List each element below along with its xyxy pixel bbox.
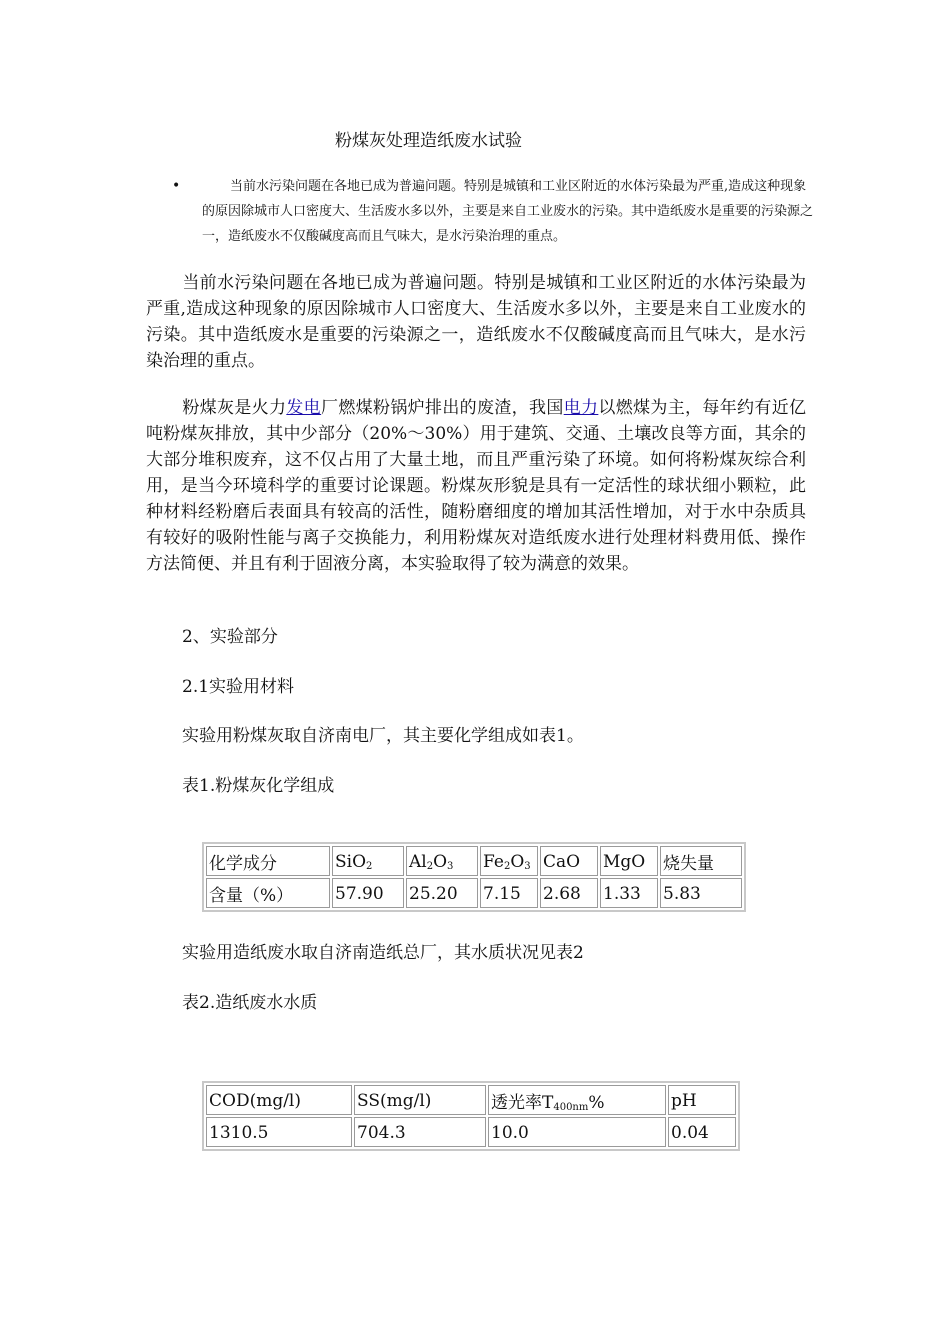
- table-cell: MgO: [600, 846, 658, 876]
- paragraph-fly-ash-text-a: 粉煤灰是火力: [182, 398, 287, 418]
- table-cell: 704.3: [354, 1117, 486, 1147]
- table-cell: SS(mg/l): [354, 1085, 486, 1115]
- table-cell: 7.15: [480, 878, 538, 908]
- summary-bullet: [202, 174, 814, 249]
- table-row: [206, 1085, 736, 1115]
- paragraph-intro: [146, 270, 806, 374]
- table-cell: COD(mg/l): [206, 1085, 352, 1115]
- table-cell: pH: [668, 1085, 736, 1115]
- fly-ash-source-text: 实验用粉煤灰取自济南电厂，其主要化学组成如表1。: [182, 726, 584, 746]
- bullet-icon: •: [172, 178, 181, 194]
- table-cell: 5.83: [660, 878, 742, 908]
- table1-caption: 表1.粉煤灰化学组成: [182, 776, 335, 796]
- table2-caption: 表2.造纸废水水质: [182, 993, 318, 1013]
- table-cell: $Al_2O_3$: [406, 846, 478, 876]
- section-heading-2-1: 2.1实验用材料: [182, 677, 295, 697]
- table-row: [206, 1117, 736, 1147]
- table-cell: 含量（%）: [206, 878, 330, 908]
- wastewater-source-text: 实验用造纸废水取自济南造纸总厂，其水质状况见表2: [182, 943, 584, 963]
- table-cell: 透光率$T_{400nm}\%$: [488, 1085, 666, 1115]
- table-cell: 1.33: [600, 878, 658, 908]
- table-cell: 25.20: [406, 878, 478, 908]
- table-row: [206, 846, 742, 876]
- table-cell: 烧失量: [660, 846, 742, 876]
- summary-text: 当前水污染问题在各地已成为普遍问题。特别是城镇和工业区附近的水体污染最为严重,造成这种现象的原因除城市人口密度大、生活废水多以外，主要是来自工业废水的污染。其中造纸废水是重要的污染源之一，造纸废水不仅酸碱度高而且气味大，是水污染治理的重点。: [202, 179, 814, 244]
- table-cell: 10.0: [488, 1117, 666, 1147]
- section-heading-2: 2、实验部分: [182, 627, 278, 647]
- link-electric-power[interactable]: 电力: [563, 398, 599, 418]
- table-cell: SiO$_2$: [332, 846, 404, 876]
- table-cell: $Fe_2O_3$: [480, 846, 538, 876]
- paragraph-fly-ash: [146, 395, 806, 577]
- paragraph-fly-ash-text-c: 以燃煤为主，每年约有近亿吨粉煤灰排放，其中少部分（20%～30%）用于建筑、交通、土壤改良等方面，其余的大部分堆积废弃，这不仅占用了大量土地，而且严重污染了环境。如何将粉煤灰综合利用，是当今环境科学的重要讨论课题。粉煤灰形貌是具有一定活性的球状细小颗粒，此种材料经粉磨后表面具有较高的活性，随粉磨细度的增加其活性增加，对于水中杂质具有较好的吸附性能与离子交换能力，利用粉煤灰对造纸废水进行处理材料费用低、操作方法简便、并且有利于固液分离，本实验取得了较为满意的效果。: [146, 398, 807, 574]
- table-cell: 0.04: [668, 1117, 736, 1147]
- table-cell: 1310.5: [206, 1117, 352, 1147]
- table-row: [206, 878, 742, 908]
- link-power-generation[interactable]: 发电: [286, 398, 322, 418]
- table-cell: 57.90: [332, 878, 404, 908]
- table-cell: 化学成分: [206, 846, 330, 876]
- table-cell: CaO: [540, 846, 598, 876]
- table-fly-ash-composition: [202, 842, 746, 912]
- paragraph-fly-ash-text-b: 厂燃煤粉锅炉排出的废渣，我国: [321, 398, 564, 418]
- table-wastewater-quality: [202, 1081, 740, 1151]
- paragraph-intro-text: 当前水污染问题在各地已成为普遍问题。特别是城镇和工业区附近的水体污染最为严重,造成这种现象的原因除城市人口密度大、生活废水多以外，主要是来自工业废水的污染。其中造纸废水是重要的污染源之一，造纸废水不仅酸碱度高而且气味大，是水污染治理的重点。: [146, 273, 806, 371]
- table-cell: 2.68: [540, 878, 598, 908]
- page-title: 粉煤灰处理造纸废水试验: [335, 131, 522, 151]
